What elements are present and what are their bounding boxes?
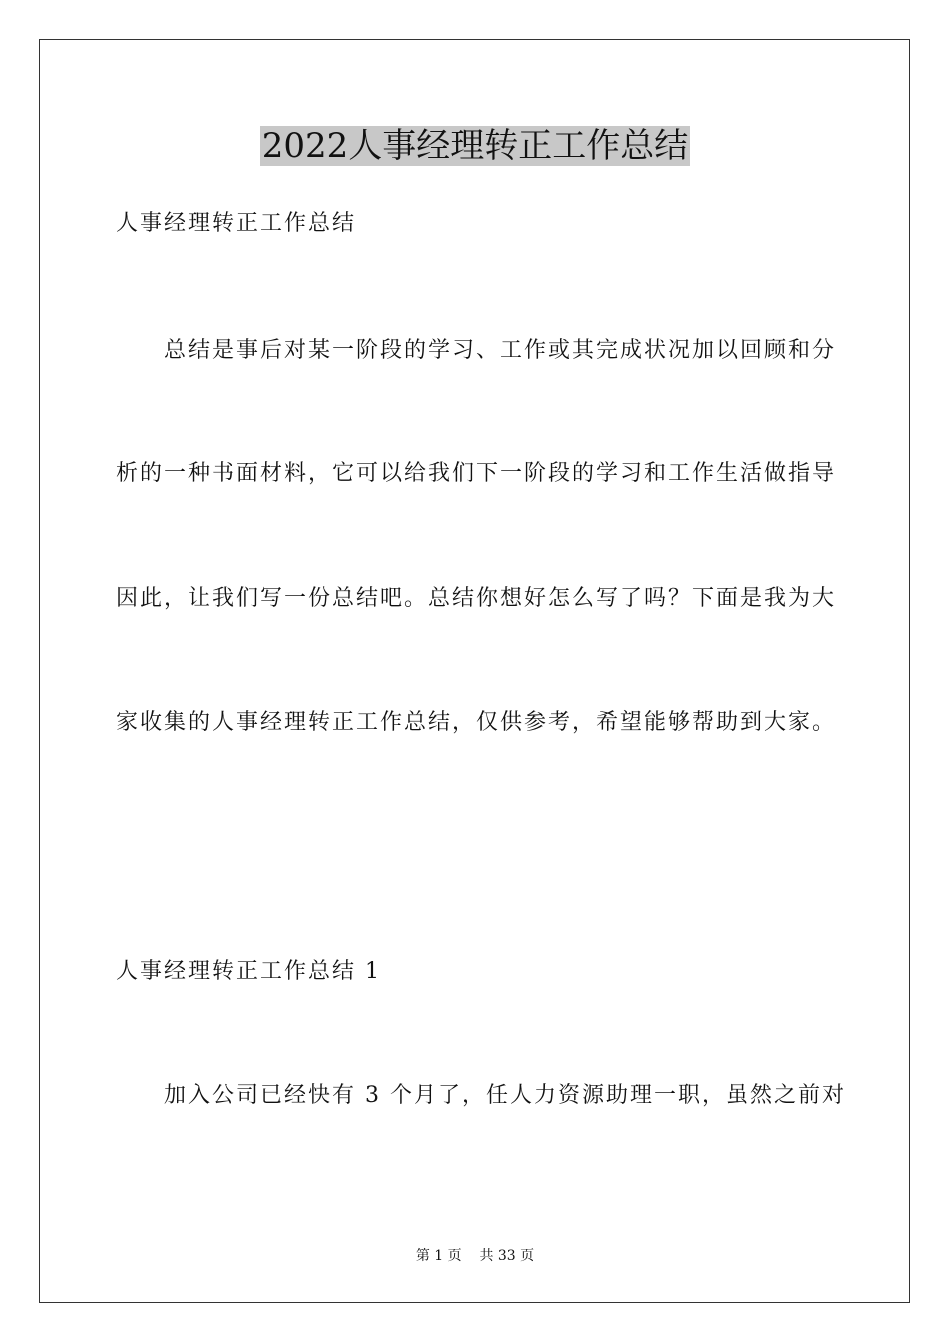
- document-title-text: 2022人事经理转正工作总结: [261, 126, 689, 166]
- intro-line-2: 析的一种书面材料，它可以给我们下一阶段的学习和工作生活做指导: [116, 461, 837, 486]
- document-subtitle: 人事经理转正工作总结: [116, 211, 357, 236]
- document-title: [0, 124, 950, 168]
- section-paragraph-line-1: 加入公司已经快有 3 个月了，任人力资源助理一职，虽然之前对: [164, 1083, 846, 1108]
- section-heading: 人事经理转正工作总结 1: [116, 959, 381, 984]
- page-total: 共 33 页: [479, 1248, 535, 1264]
- page-number: 第 1 页: [415, 1248, 462, 1264]
- page-footer: [0, 1246, 950, 1266]
- intro-line-3: 因此，让我们写一份总结吧。总结你想好怎么写了吗？下面是我为大: [116, 586, 837, 611]
- intro-line-4: 家收集的人事经理转正工作总结，仅供参考，希望能够帮助到大家。: [116, 710, 837, 735]
- intro-line-1: 总结是事后对某一阶段的学习、工作或其完成状况加以回顾和分: [164, 338, 837, 363]
